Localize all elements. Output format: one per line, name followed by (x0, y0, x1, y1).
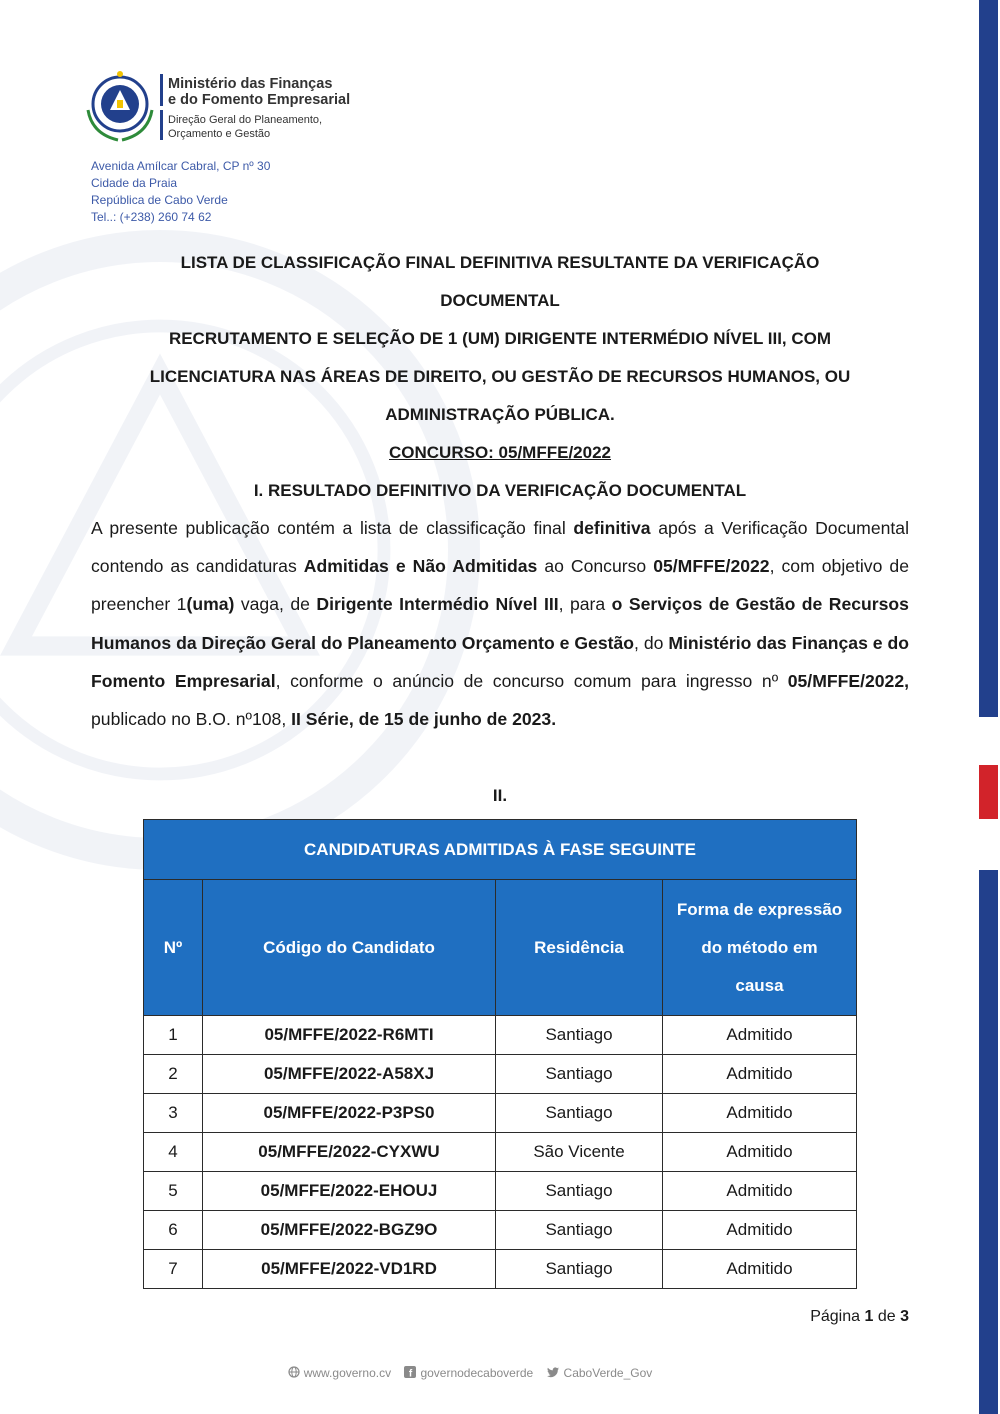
facebook-icon (404, 1366, 416, 1381)
table-row (144, 1250, 857, 1289)
table-title: CANDIDATURAS ADMITIDAS À FASE SEGUINTE (144, 820, 857, 880)
cell-residence: São Vicente (496, 1133, 663, 1172)
cell-code: 05/MFFE/2022-BGZ9O (203, 1211, 496, 1250)
svg-text:f: f (409, 1368, 413, 1379)
cell-code: 05/MFFE/2022-P3PS0 (203, 1094, 496, 1133)
cell-status: Admitido (663, 1211, 857, 1250)
page-number: Página 1 de 3 (810, 1308, 909, 1325)
title-line: ADMINISTRAÇÃO PÚBLICA. (385, 405, 615, 424)
section-heading-2: II. (492, 786, 508, 805)
cell-code: 05/MFFE/2022-VD1RD (203, 1250, 496, 1289)
cell-number: 7 (144, 1250, 203, 1289)
cell-number: 3 (144, 1094, 203, 1133)
table-row (144, 1172, 857, 1211)
cell-status: Admitido (663, 1055, 857, 1094)
cell-status: Admitido (663, 1172, 857, 1211)
cell-residence: Santiago (496, 1016, 663, 1055)
title-line: DOCUMENTAL (440, 291, 560, 310)
cell-status: Admitido (663, 1133, 857, 1172)
footer-website[interactable]: www.governo.cv (303, 1366, 392, 1380)
ministry-name: Ministério das Finanças e do Fomento Empresarial (168, 76, 351, 108)
cell-residence: Santiago (496, 1250, 663, 1289)
column-header-number: Nº (144, 880, 203, 1016)
column-header-method: Forma de expressão do método em causa (663, 880, 857, 1016)
candidates-table (143, 819, 857, 1289)
section-heading-1: I. RESULTADO DEFINITIVO DA VERIFICAÇÃO DOCUMENTAL (253, 481, 747, 500)
table-row (144, 1133, 857, 1172)
cell-status: Admitido (663, 1016, 857, 1055)
footer-twitter[interactable]: CaboVerde_Gov (563, 1366, 653, 1380)
cell-code: 05/MFFE/2022-CYXWU (203, 1133, 496, 1172)
cell-number: 1 (144, 1016, 203, 1055)
table-row (144, 1094, 857, 1133)
cell-code: 05/MFFE/2022-A58XJ (203, 1055, 496, 1094)
cell-residence: Santiago (496, 1211, 663, 1250)
cell-residence: Santiago (496, 1055, 663, 1094)
right-stripe-red (979, 765, 998, 819)
twitter-icon (547, 1367, 560, 1381)
cell-number: 5 (144, 1172, 203, 1211)
footer-facebook[interactable]: governodecaboverde (420, 1366, 534, 1380)
title-line: LICENCIATURA NAS ÁREAS DE DIREITO, OU GESTÃO DE RECURSOS HUMANOS, OU (149, 367, 851, 386)
title-line: RECRUTAMENTO E SELEÇÃO DE 1 (UM) DIRIGENTE INTERMÉDIO NÍVEL III, COM (168, 329, 832, 348)
cell-number: 2 (144, 1055, 203, 1094)
intro-paragraph: A presente publicação contém a lista de classificação final definitiva após a Verificação Documental contendo as candidaturas Admitidas e Não Admitidas ao Concurso 05/MFFE/2022, com objetivo de preencher 1(uma) vaga, de Dirigente Intermédio Nível III, para o Serviços de Gestão de Recursos Humanos da Direção Geral do Planeamento Orçamento e Gestão, do Ministério das Finanças e do Fomento Empresarial, conforme o anúncio de concurso comum para ingresso nº 05/MFFE/2022, publicado no B.O. nº108, II Série, de 15 de junho de 2023. (91, 518, 910, 730)
table-row (144, 1016, 857, 1055)
header-divider (160, 110, 163, 140)
footer (0, 1366, 930, 1381)
cell-code: 05/MFFE/2022-EHOUJ (203, 1172, 496, 1211)
cell-status: Admitido (663, 1250, 857, 1289)
directorate-name: Direção Geral do Planeamento, Orçamento e Gestão (168, 114, 323, 140)
cell-number: 4 (144, 1133, 203, 1172)
cell-code: 05/MFFE/2022-R6MTI (203, 1016, 496, 1055)
header-divider (160, 74, 163, 106)
column-header-code: Código do Candidato (203, 880, 496, 1016)
right-stripe-blue-bottom (979, 870, 998, 1414)
globe-icon (288, 1366, 300, 1381)
title-line: LISTA DE CLASSIFICAÇÃO FINAL DEFINITIVA RESULTANTE DA VERIFICAÇÃO (180, 253, 820, 272)
cell-residence: Santiago (496, 1094, 663, 1133)
table-header-row (144, 880, 857, 1016)
table-row (144, 1055, 857, 1094)
cell-status: Admitido (663, 1094, 857, 1133)
table-row (144, 1211, 857, 1250)
right-stripe-blue-top (979, 0, 998, 717)
document-title (91, 244, 909, 510)
coat-of-arms-icon (82, 70, 158, 144)
cell-residence: Santiago (496, 1172, 663, 1211)
table-title-row (144, 820, 857, 880)
concurso-number: CONCURSO: 05/MFFE/2022 (389, 443, 611, 462)
column-header-residence: Residência (496, 880, 663, 1016)
cell-number: 6 (144, 1211, 203, 1250)
address-block: Avenida Amílcar Cabral, CP nº 30 Cidade da Praia República de Cabo Verde Tel..: (+238) 260 74 62 (91, 159, 271, 224)
